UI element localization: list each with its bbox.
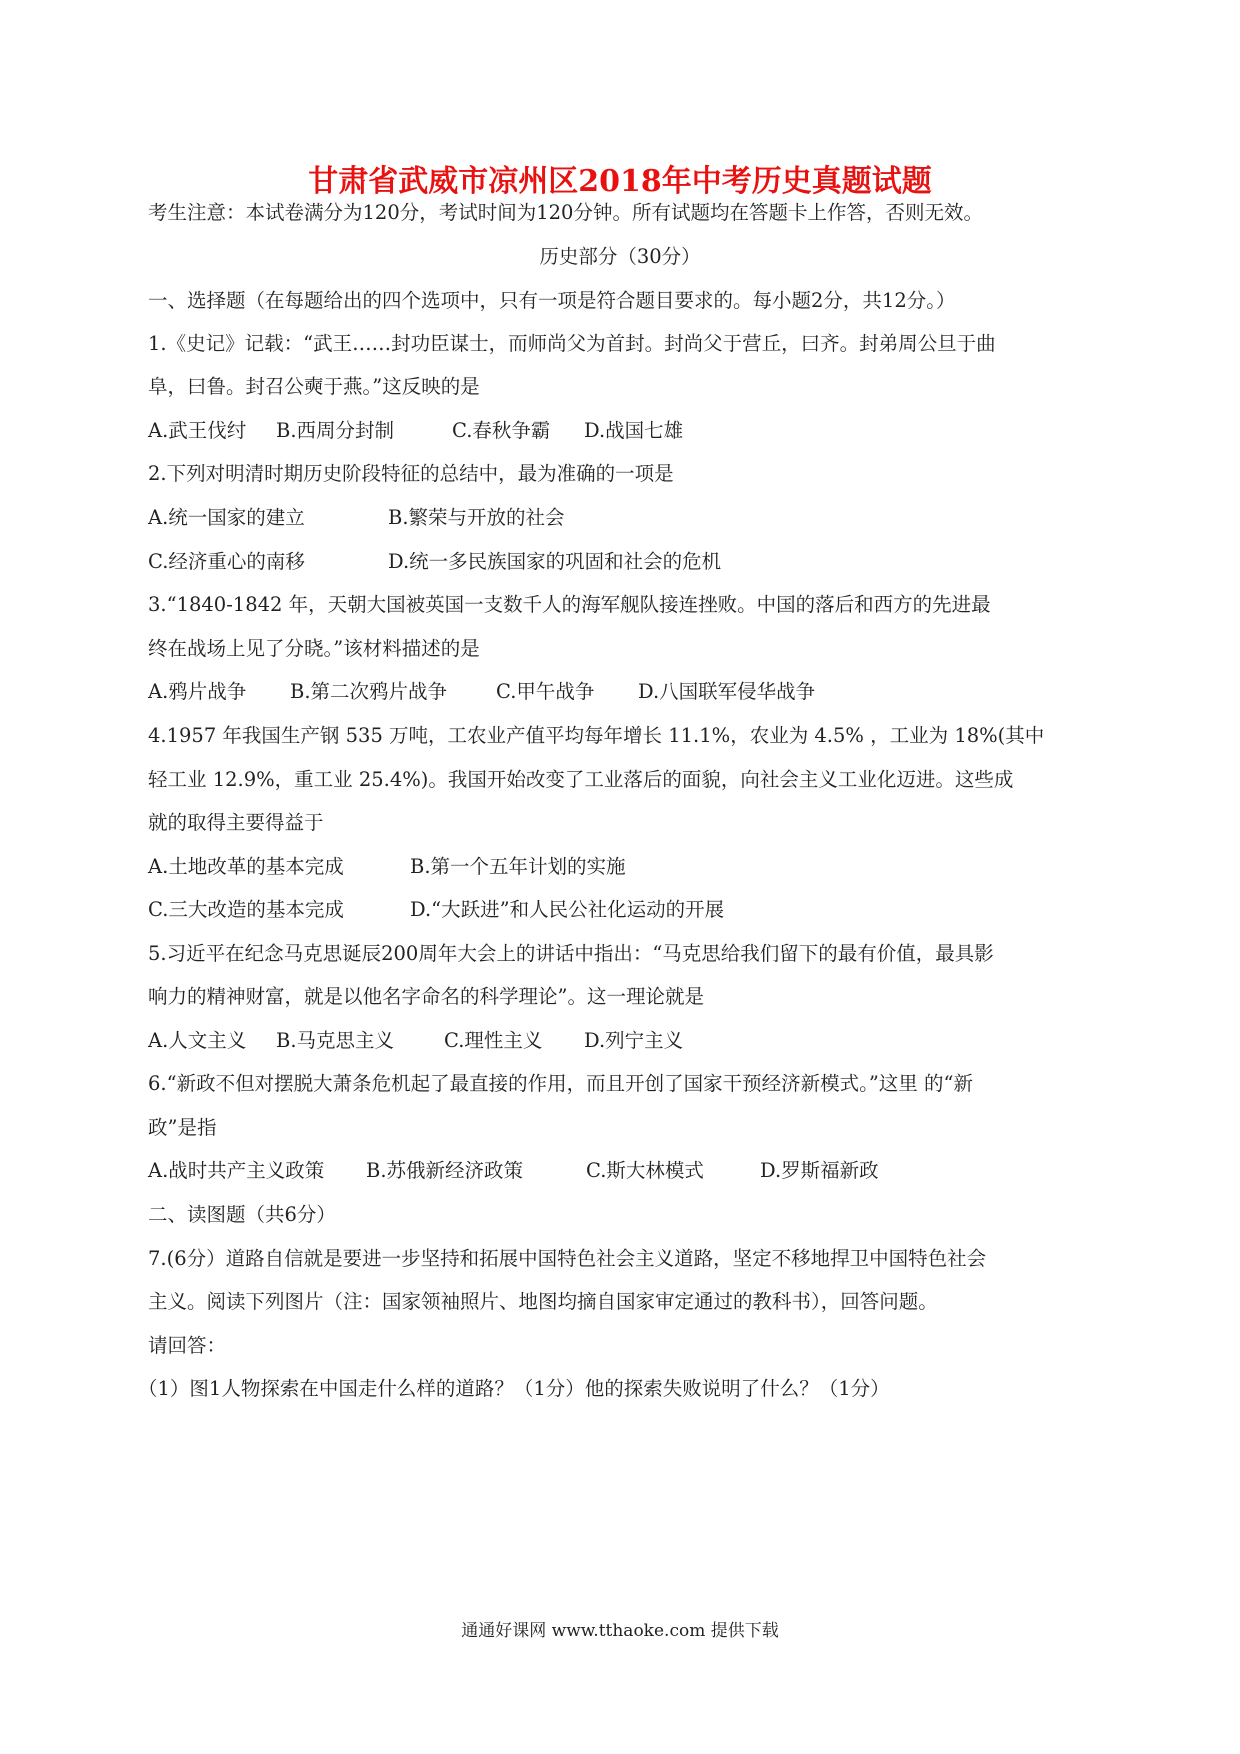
q7-prompt: 请回答：	[148, 1334, 227, 1357]
q6-stem-line1: 6.“新政不但对摆脱大萧条危机起了最直接的作用，而且开创了国家干预经济新模式。”这里 的“新	[148, 1072, 973, 1095]
q1-option-a: A.武王伐纣	[148, 419, 247, 442]
q1-stem-line1: 1.《史记》记载：“武王……封功臣谋士，而师尚父为首封。封尚父于营丘，曰齐。封弟周公旦于曲	[148, 332, 996, 355]
q1-option-d: D.战国七雄	[584, 419, 684, 442]
q4-option-b: B.第一个五年计划的实施	[410, 855, 626, 878]
q6-option-b: B.苏俄新经济政策	[366, 1159, 524, 1182]
q1-option-b: B.西周分封制	[276, 419, 395, 442]
page-title: 甘肃省武威市凉州区2018年中考历史真题试题	[308, 164, 932, 199]
q6-stem-line2: 政”是指	[148, 1116, 217, 1139]
q1-stem-line2: 阜，曰鲁。封召公奭于燕。”这反映的是	[148, 375, 480, 398]
q7-stem-line2: 主义。阅读下列图片（注：国家领袖照片、地图均摘自国家审定通过的教科书），回答问题。	[148, 1290, 938, 1313]
q5-stem-line2: 响力的精神财富，就是以他名字命名的科学理论”。这一理论就是	[148, 985, 704, 1008]
q2-option-a: A.统一国家的建立	[148, 506, 305, 529]
q5-option-b: B.马克思主义	[276, 1029, 395, 1052]
q2-option-d: D.统一多民族国家的巩固和社会的危机	[388, 550, 722, 573]
q7-stem-line1: 7.(6分）道路自信就是要进一步坚持和拓展中国特色社会主义道路，坚定不移地捍卫中国特色社会	[148, 1247, 987, 1270]
q6-option-a: A.战时共产主义政策	[148, 1159, 325, 1182]
q2-option-c: C.经济重心的南移	[148, 550, 305, 573]
q3-stem-line2: 终在战场上见了分晓。”该材料描述的是	[148, 637, 480, 660]
part1-heading: 一、选择题（在每题给出的四个选项中，只有一项是符合题目要求的。每小题2分，共12分。）	[148, 289, 956, 312]
q5-stem-line1: 5.习近平在纪念马克思诞辰200周年大会上的讲话中指出：“马克思给我们留下的最有价值，最具影	[148, 942, 994, 965]
q4-stem-line2: 轻工业 12.9%，重工业 25.4%)。我国开始改变了工业落后的面貌，向社会主义工业化迈进。这些成	[148, 768, 1014, 791]
q6-option-c: C.斯大林模式	[586, 1159, 704, 1182]
q3-stem-line1: 3.“1840-1842 年，天朝大国被英国一支数千人的海军舰队接连挫败。中国的落后和西方的先进最	[148, 593, 991, 616]
q5-option-c: C.理性主义	[444, 1029, 543, 1052]
q4-option-c: C.三大改造的基本完成	[148, 898, 344, 921]
q3-option-d: D.八国联军侵华战争	[638, 680, 816, 703]
part2-heading: 二、读图题（共6分）	[148, 1203, 336, 1226]
q5-option-d: D.列宁主义	[584, 1029, 684, 1052]
q4-stem-line1: 4.1957 年我国生产钢 535 万吨，工农业产值平均每年增长 11.1%，农业为 4.5% ，工业为 18%(其中	[148, 724, 1045, 747]
q3-option-a: A.鸦片战争	[148, 680, 247, 703]
q2-option-b: B.繁荣与开放的社会	[388, 506, 565, 529]
q1-option-c: C.春秋争霸	[452, 419, 551, 442]
footer-download-note: 通通好课网 www.tthaoke.com 提供下载	[461, 1621, 779, 1641]
section-title: 历史部分（30分）	[539, 245, 701, 268]
q4-stem-line3: 就的取得主要得益于	[148, 811, 324, 834]
q4-option-a: A.土地改革的基本完成	[148, 855, 344, 878]
exam-notice: 考生注意：本试卷满分为120分，考试时间为120分钟。所有试题均在答题卡上作答，否则无效。	[148, 201, 983, 224]
q3-option-c: C.甲午战争	[496, 680, 595, 703]
q6-option-d: D.罗斯福新政	[760, 1159, 879, 1182]
q5-option-a: A.人文主义	[148, 1029, 247, 1052]
q7-subquestion-1: （1）图1人物探索在中国走什么样的道路？（1分）他的探索失败说明了什么？（1分）	[138, 1377, 890, 1400]
q4-option-d: D.“大跃进”和人民公社化运动的开展	[410, 898, 725, 921]
q3-option-b: B.第二次鸦片战争	[290, 680, 448, 703]
q2-stem-line1: 2.下列对明清时期历史阶段特征的总结中，最为准确的一项是	[148, 462, 674, 485]
